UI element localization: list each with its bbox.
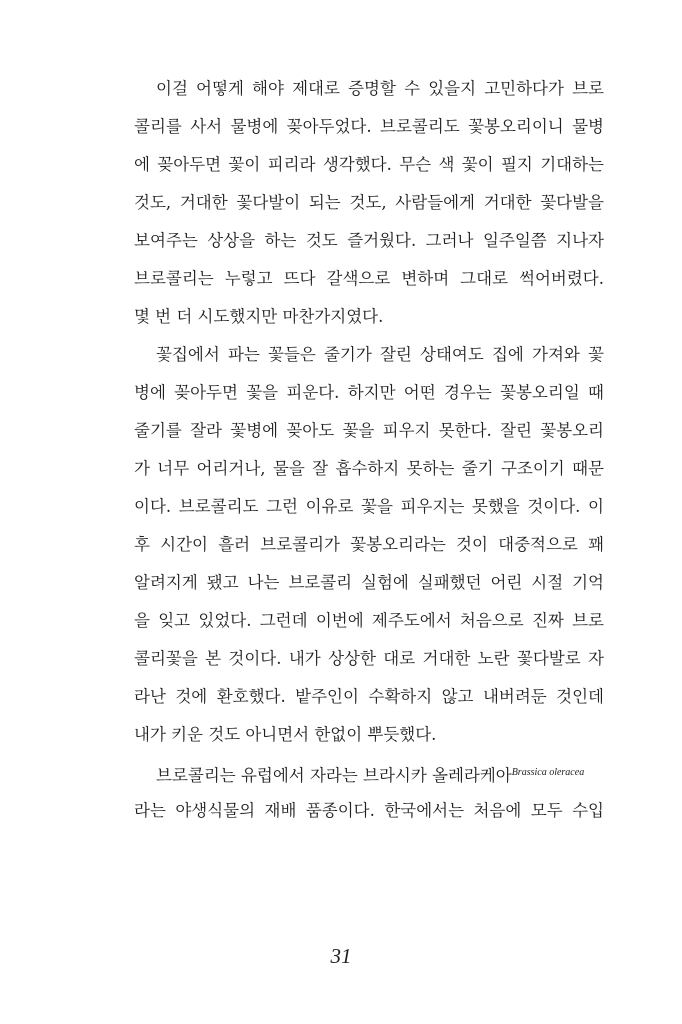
text-line: 콜리꽃을 본 것이다. 내가 상상한 대로 거대한 노란 꽃다발로 자 — [134, 649, 604, 668]
text-line: 콜리를 사서 물병에 꽂아두었다. 브로콜리도 꽃봉오리이니 물병 — [134, 117, 604, 136]
text-line: 가 너무 어리거나, 물을 잘 흡수하지 못하는 줄기 구조이기 때문 — [134, 459, 604, 478]
text-line: 라는 야생식물의 재배 품종이다. 한국에서는 처음에 모두 수입 — [134, 801, 604, 820]
text-line — [134, 754, 604, 792]
paragraph-1 — [134, 70, 604, 336]
text-line: 내가 키운 것도 아니면서 한없이 뿌듯했다. — [134, 725, 437, 744]
text-line: 후 시간이 흘러 브로콜리가 꽃봉오리라는 것이 대중적으로 꽤 — [134, 535, 604, 554]
text-line: 브로콜리는 누렇고 뜨다 갈색으로 변하며 그대로 썩어버렸다. — [134, 269, 604, 288]
text-line: 것도, 거대한 꽃다발이 되는 것도, 사람들에게 거대한 꽃다발을 — [134, 193, 604, 212]
text-line: 꽃집에서 파는 꽃들은 줄기가 잘린 상태여도 집에 가져와 꽃 — [156, 345, 604, 364]
text-line: 줄기를 잘라 꽃병에 꽂아도 꽃을 피우지 못한다. 잘린 꽃봉오리 — [134, 421, 604, 440]
text-line: 보여주는 상상을 하는 것도 즐거웠다. 그러나 일주일쯤 지나자 — [134, 231, 604, 250]
text-line: 을 잊고 있었다. 그런데 이번에 제주도에서 처음으로 진짜 브로 — [134, 611, 604, 630]
latin-name-superscript: Brassica oleracea — [511, 767, 585, 778]
text-line: 병에 꽂아두면 꽃을 피운다. 하지만 어떤 경우는 꽃봉오리일 때 — [134, 383, 604, 402]
text-line: 몇 번 더 시도했지만 마찬가지였다. — [134, 307, 384, 326]
text-line: 알려지게 됐고 나는 브로콜리 실험에 실패했던 어린 시절 기억 — [134, 573, 604, 592]
paragraph-3 — [134, 754, 604, 830]
text-line-content: 브로콜리는 유럽에서 자라는 브라시카 올레라케아 — [156, 766, 512, 785]
page-number: 31 — [330, 944, 352, 968]
body-text — [134, 70, 604, 830]
text-line: 이걸 어떻게 해야 제대로 증명할 수 있을지 고민하다가 브로 — [156, 79, 604, 98]
paragraph-2 — [134, 336, 604, 754]
text-line: 에 꽂아두면 꽃이 피리라 생각했다. 무슨 색 꽃이 필지 기대하는 — [134, 155, 604, 174]
text-line: 이다. 브로콜리도 그런 이유로 꽃을 피우지는 못했을 것이다. 이 — [134, 497, 604, 516]
text-line: 라난 것에 환호했다. 밭주인이 수확하지 않고 내버려둔 것인데 — [134, 687, 604, 706]
